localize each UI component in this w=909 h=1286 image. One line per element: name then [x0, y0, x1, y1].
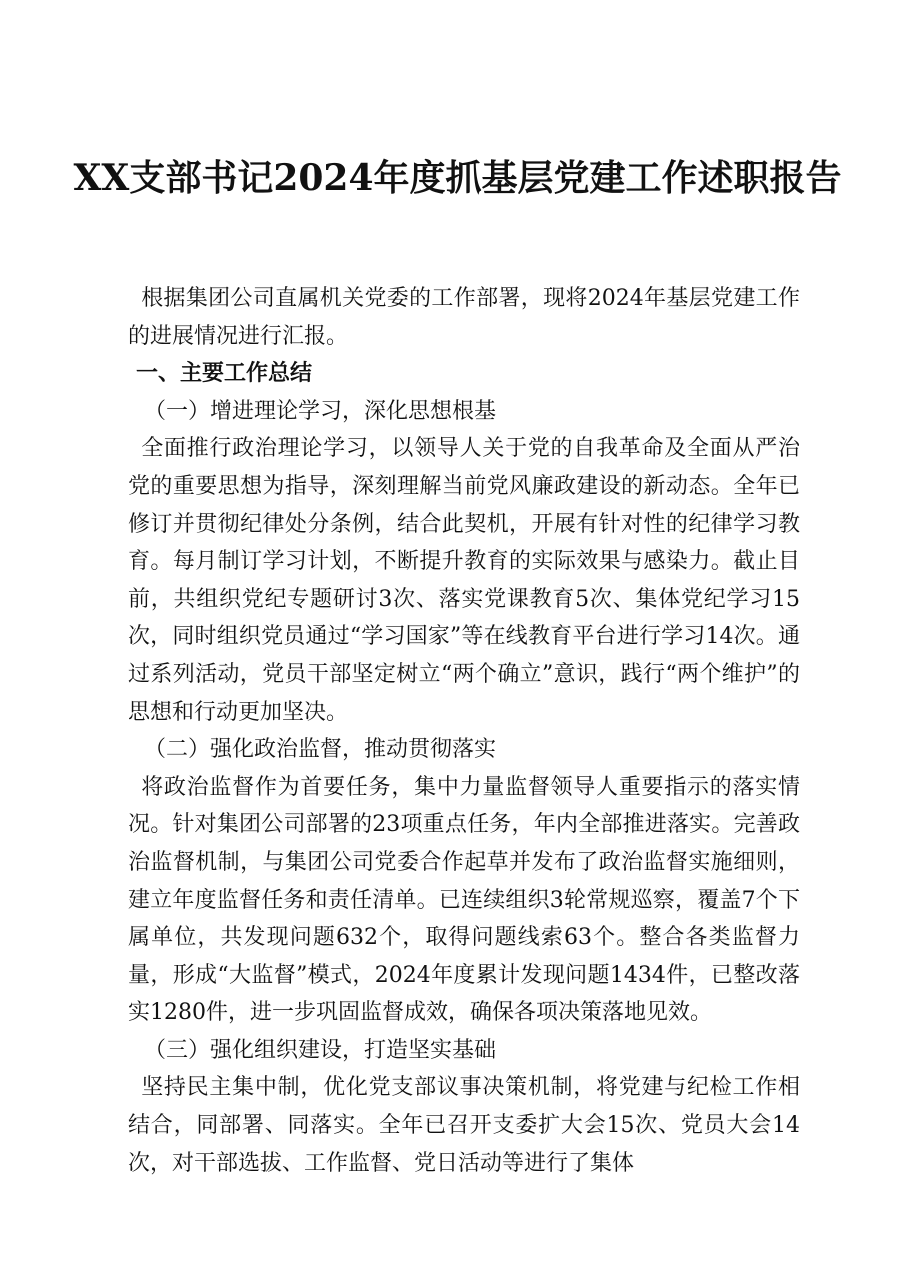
intro-paragraph: 根据集团公司直属机关党委的工作部署，现将2024年基层党建工作的进展情况进行汇报。 [128, 286, 800, 349]
section-heading-1: 一、主要工作总结 [136, 360, 313, 387]
document-body [128, 280, 800, 1182]
document-title: XX支部书记2024年度抓基层党建工作述职报告 [73, 157, 842, 199]
subsection-heading-1: （一）增进理论学习，深化思想根基 [144, 398, 497, 424]
subsection-paragraph-2: 将政治监督作为首要任务，集中力量监督领导人重要指示的落实情况。针对集团公司部署的23项重点任务，年内全部推进落实。完善政治监督机制，与集团公司党委合作起草并发布了政治监督实施细则，建立年度监督任务和责任清单。已连续组织3轮常规巡察，覆盖7个下属单位，共发现问题632个，取得问题线索63个。整合各类监督力量，形成“大监督”模式，2024年度累计发现问题1434件，已整改落实1280件，进一步巩固监督成效，确保各项决策落地见效。 [128, 774, 800, 1026]
subsection-heading-3: （三）强化组织建设，打造坚实基础 [144, 1037, 497, 1063]
subsection-heading-2: （二）强化政治监督，推动贯彻落实 [144, 737, 497, 763]
subsection-paragraph-3: 坚持民主集中制，优化党支部议事决策机制，将党建与纪检工作相结合，同部署、同落实。全年已召开支委扩大会15次、党员大会14次，对干部选拔、工作监督、党日活动等进行了集体 [128, 1075, 800, 1176]
subsection-paragraph-1: 全面推行政治理论学习，以领导人关于党的自我革命及全面从严治党的重要思想为指导，深刻理解当前党风廉政建设的新动态。全年已修订并贯彻纪律处分条例，结合此契机，开展有针对性的纪律学习教育。每月制订学习计划，不断提升教育的实际效果与感染力。截止目前，共组织党纪专题研讨3次、落实党课教育5次、集体党纪学习15次，同时组织党员通过“学习国家”等在线教育平台进行学习14次。通过系列活动，党员干部坚定树立“两个确立”意识，践行“两个维护”的思想和行动更加坚决。 [128, 436, 800, 725]
